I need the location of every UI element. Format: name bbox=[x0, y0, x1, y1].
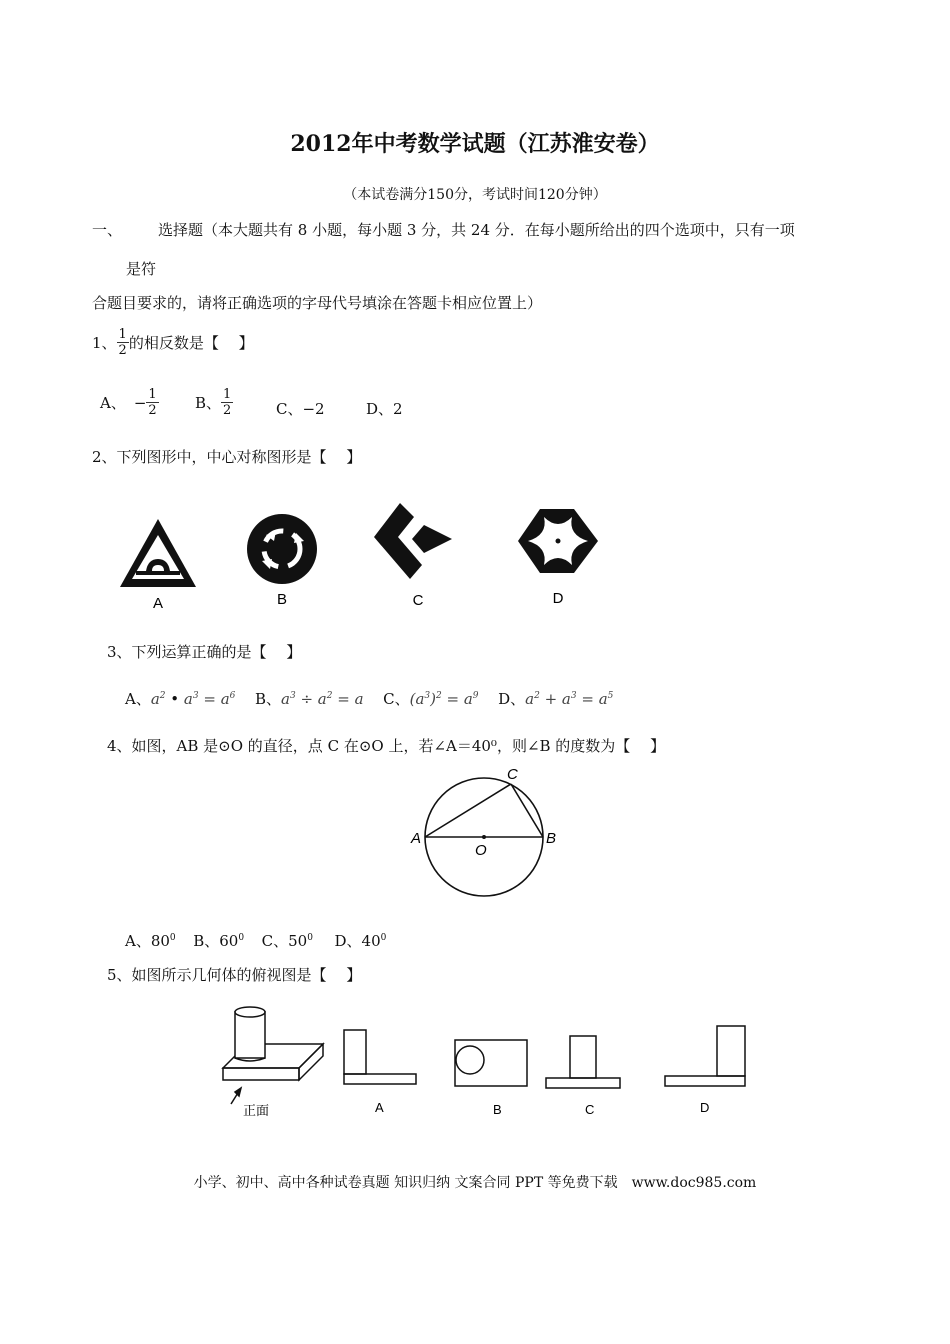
section-instructions-cont1: 是符 bbox=[126, 260, 157, 278]
q4-label-b: B bbox=[546, 830, 557, 847]
q5-figures bbox=[215, 1000, 765, 1125]
q5-label-d: D bbox=[700, 1100, 710, 1115]
q1-option-b: B、 $\frac{1}{2}$ bbox=[195, 387, 232, 418]
section-instructions: 选择题（本大题共有 8 小题，每小题 3 分，共 24 分．在每小题所给出的四个选项中，只有一项 bbox=[158, 221, 795, 239]
q4-option-d: D、40 bbox=[334, 932, 381, 950]
q1-option-d: D、2 bbox=[366, 400, 403, 418]
q1-fraction bbox=[117, 327, 129, 358]
q5-label-b: B bbox=[493, 1102, 502, 1117]
q3-option-b-label: B、 bbox=[254, 690, 281, 708]
q3-option-c: $(a^3)^2 = a^9$ bbox=[409, 690, 479, 708]
q4-options: A、$80^0$ B、$60^0$ C、$50^0$ D、$40^0$ bbox=[125, 932, 387, 950]
q3-option-a-label: A、 bbox=[125, 690, 151, 708]
q2-label-d: D bbox=[552, 590, 564, 607]
q2-figure-a bbox=[120, 519, 196, 587]
q3-option-d: $a^2 + a^3 = a^5$ bbox=[525, 690, 614, 708]
q1-frac-num: 1 bbox=[118, 327, 127, 342]
q1-text: 的相反数是【 】 bbox=[128, 334, 254, 352]
page-title: 2012年中考数学试题（江苏淮安卷） bbox=[290, 131, 660, 157]
q4-label-a: A bbox=[411, 830, 422, 847]
q5-option-c-figure bbox=[546, 1036, 620, 1088]
question-3: 3、下列运算正确的是【 】 bbox=[107, 643, 302, 661]
q2-figure-c bbox=[374, 503, 452, 579]
q5-label-c: C bbox=[585, 1102, 595, 1117]
q2-figure-d bbox=[518, 509, 598, 573]
q5-option-d-figure bbox=[665, 1026, 745, 1086]
q4-option-b: B、60 bbox=[193, 932, 239, 950]
q5-front-label: 正面 bbox=[243, 1103, 270, 1118]
question-1 bbox=[92, 327, 254, 358]
question-4: 4、如图，AB 是⊙O 的直径，点 C 在⊙O 上，若∠A＝40⁰，则∠B 的度数为【 】 bbox=[107, 737, 666, 755]
question-5: 5、如图所示几何体的俯视图是【 】 bbox=[107, 966, 362, 984]
q2-label-b: B bbox=[276, 591, 288, 608]
q3-option-a: $a^2$ • $a^3 = a^6$ bbox=[150, 690, 236, 708]
q5-option-b-figure bbox=[455, 1040, 527, 1086]
q4-label-c: C bbox=[507, 766, 518, 783]
q3-options bbox=[125, 688, 613, 709]
page-footer: 小学、初中、高中各种试卷真题 知识归纳 文案合同 PPT 等免费下载 www.doc985.com bbox=[193, 1175, 757, 1191]
question-2: 2、下列图形中，中心对称图形是【 】 bbox=[92, 448, 362, 466]
q4-option-c: C、50 bbox=[261, 932, 308, 950]
q5-solid-figure bbox=[223, 1007, 323, 1104]
q2-figures bbox=[100, 495, 620, 620]
section-instructions-cont2: 合题目要求的，请将正确选项的字母代号填涂在答题卡相应位置上） bbox=[92, 294, 543, 312]
q1-frac-den: 2 bbox=[118, 343, 127, 358]
q3-option-b: $a^3 \div a^2 = a$ bbox=[281, 690, 364, 708]
page-subtitle: （本试卷满分150分，考试时间120分钟） bbox=[343, 187, 607, 203]
q3-option-d-label: D、 bbox=[498, 690, 526, 708]
q1-number: 1、 bbox=[92, 334, 117, 352]
section-number: 一、 bbox=[92, 221, 123, 239]
q3-option-c-label: C、 bbox=[383, 690, 410, 708]
q1-option-c: C、−2 bbox=[276, 400, 325, 418]
q1-option-a: A、 − $\frac{1}{2}$ bbox=[100, 387, 157, 418]
q4-circle-figure bbox=[405, 765, 565, 905]
q2-figure-b bbox=[247, 514, 317, 584]
q4-option-a: A、80 bbox=[125, 932, 170, 950]
q5-label-a: A bbox=[375, 1100, 384, 1115]
q4-label-o: O bbox=[475, 842, 487, 859]
q2-label-c: C bbox=[412, 592, 424, 609]
q2-label-a: A bbox=[152, 595, 164, 612]
q5-option-a-figure bbox=[344, 1030, 416, 1084]
